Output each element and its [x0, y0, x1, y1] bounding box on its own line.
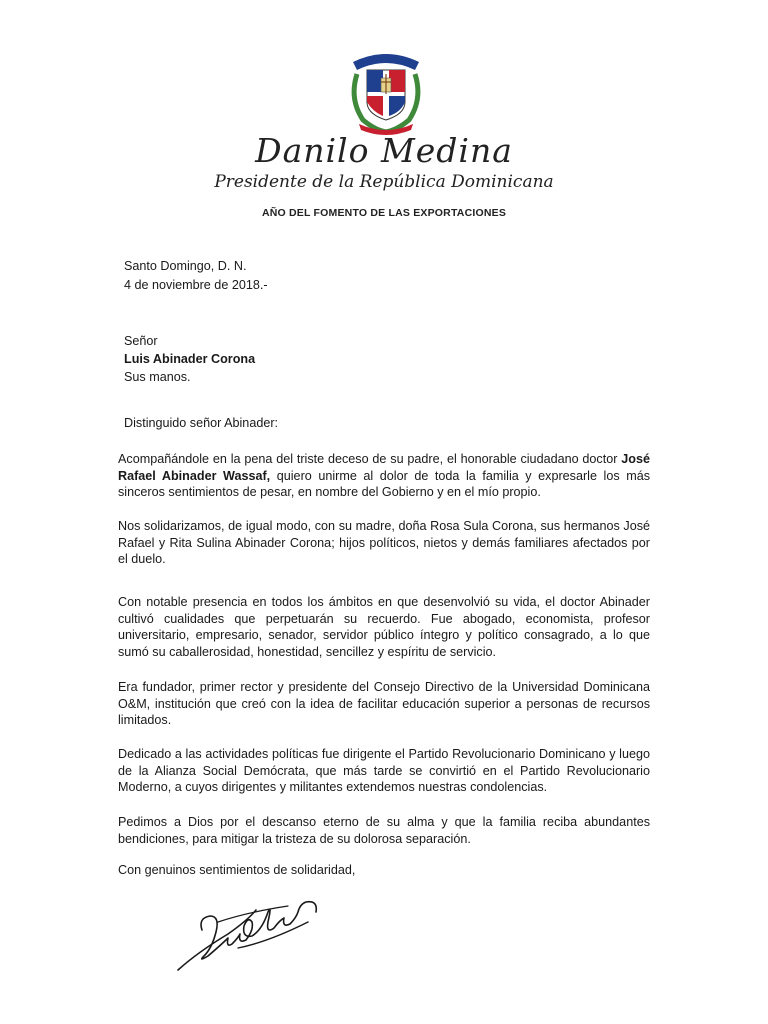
letterhead-title: Presidente de la República Dominicana [214, 172, 554, 192]
paragraph-family: Nos solidarizamos, de igual modo, con su madre, doña Rosa Sula Corona, sus hermanos José Rafael y Rita Sulina Abinader Corona; hijos políticos, nietos y demás familiares afectados por el duelo. [118, 519, 650, 567]
letter-closing: Con genuinos sentimientos de solidaridad, [118, 863, 356, 877]
handwritten-signature-icon [168, 882, 338, 977]
letter-date: 4 de noviembre de 2018.- [124, 278, 268, 292]
letterhead-motto: AÑO DEL FOMENTO DE LAS EXPORTACIONES [261, 207, 507, 219]
letterhead-name: Danilo Medina [255, 131, 513, 170]
paragraph-condolence [118, 451, 650, 501]
recipient-title: Señor [124, 334, 158, 348]
deceased-name: José Rafael Abinader Wassaf, [118, 452, 650, 483]
recipient-name: Luis Abinader Corona [124, 352, 256, 366]
recipient-delivery: Sus manos. [124, 370, 191, 384]
paragraph-politics: Dedicado a las actividades políticas fue dirigente el Partido Revolucionario Dominicano y luego de la Alianza Social Demócrata, que más tarde se convirtió en el Partido Revolucionario Moderno, a cuyos dirigentes y militantes extendemos nuestras condolencias. [118, 747, 650, 795]
letter-place: Santo Domingo, D. N. [124, 259, 247, 273]
paragraph-university: Era fundador, primer rector y presidente del Consejo Directivo de la Universidad Dominicana O&M, institución que creó con la idea de facilitar educación superior a personas de recursos limitados. [118, 680, 650, 728]
dominican-coat-of-arms-icon [345, 44, 427, 136]
letter-greeting: Distinguido señor Abinader: [124, 416, 279, 430]
paragraph-prayer: Pedimos a Dios por el descanso eterno de su alma y que la familia reciba abundantes bendiciones, para mitigar la tristeza de su dolorosa separación. [118, 815, 650, 846]
paragraph-condolence-start: Acompañándole en la pena del triste deceso de su padre, el honorable ciudadano doctor [118, 452, 622, 466]
paragraph-career: Con notable presencia en todos los ámbitos en que desenvolvió su vida, el doctor Abinader cultivó cualidades que perpetuarán su recuerdo. Fue abogado, economista, profesor universitario, empresario, senador, servidor público íntegro y político consagrado, a lo que sumó su caballerosidad, honestidad, sencillez y espíritu de servicio. [118, 595, 650, 659]
paragraph-condolence-end: quiero unirme al dolor de toda la familia y expresarle los más sinceros sentimientos de pesar, en nombre del Gobierno y en el mío propio. [118, 468, 650, 500]
